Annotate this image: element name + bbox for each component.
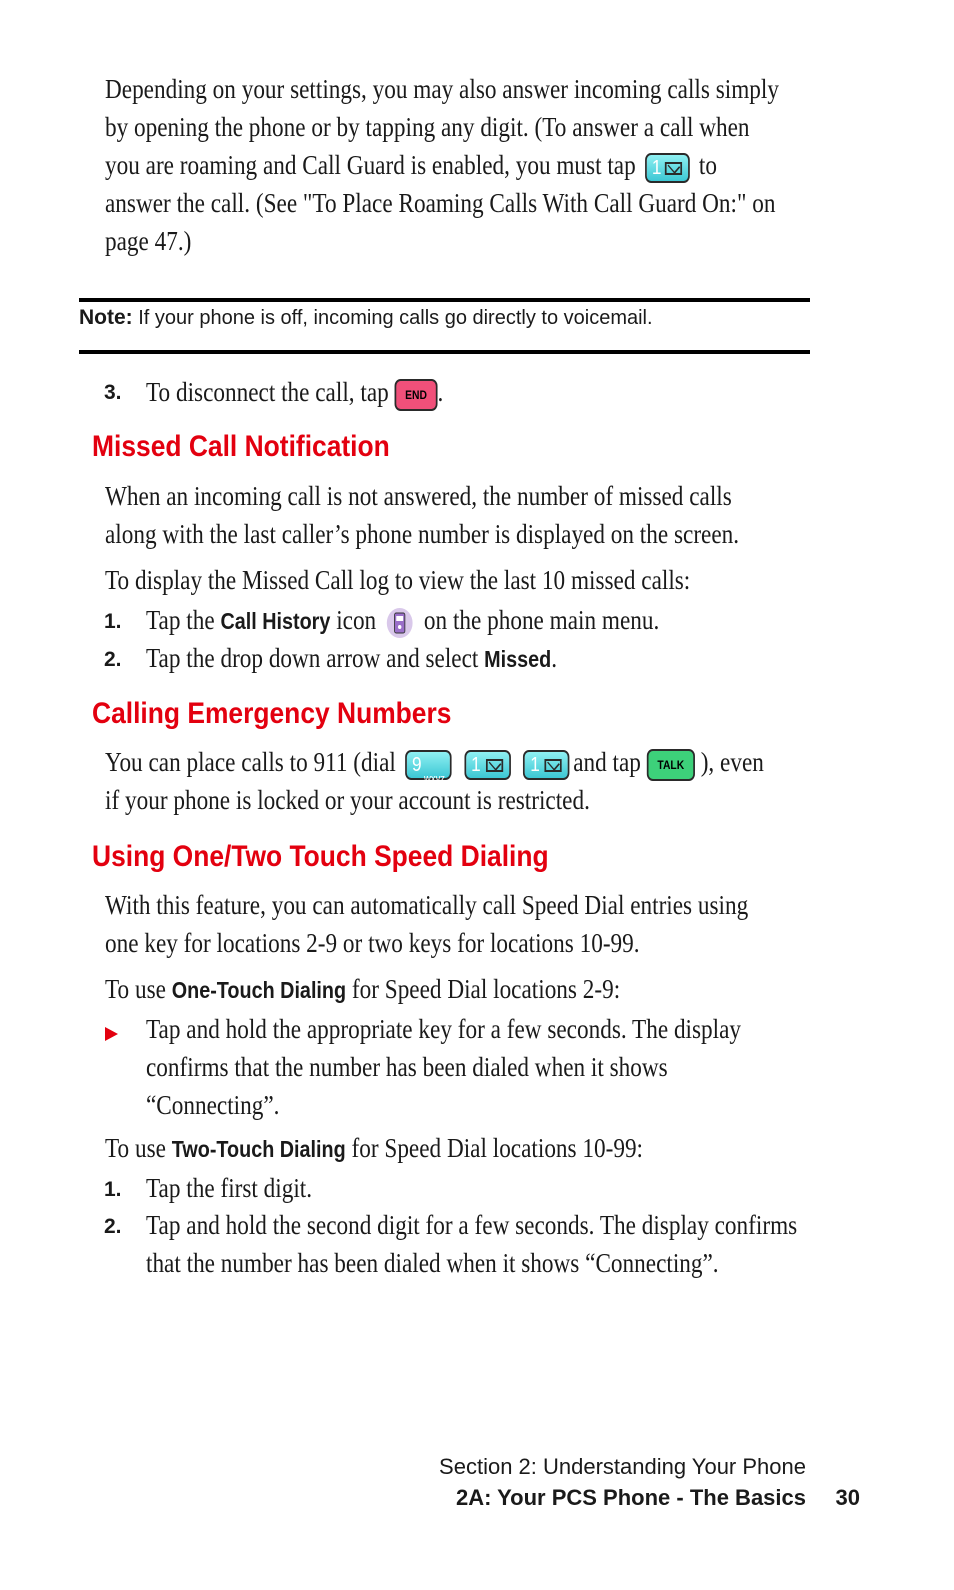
one-touch-bullet: Tap and hold the appropriate key for a few seconds. The display confirms that the number has been dialed when it shows “Connecting”. <box>146 1014 742 1120</box>
missed-step-2-number: 2. <box>104 648 122 671</box>
intro-line-2: by opening the phone or by tapping any digit. (To answer a call when <box>105 112 750 142</box>
note-bottom-rule <box>79 350 810 354</box>
missed-step-1-number: 1. <box>104 610 122 633</box>
heading-speed-dialing: Using One/Two Touch Speed Dialing <box>92 840 549 873</box>
two-touch-label: Two-Touch Dialing <box>171 1136 346 1162</box>
intro-line-5: page 47.) <box>105 226 192 256</box>
note-label: Note: <box>79 306 133 329</box>
page-number: 30 <box>835 1485 860 1510</box>
speed-step-1-number: 1. <box>104 1178 122 1201</box>
speed-step-2-number: 2. <box>104 1215 122 1238</box>
bullet-arrow-icon <box>104 1025 120 1048</box>
speed-step-2-text: Tap and hold the second digit for a few seconds. The display confirms that the number has been dialed when it shows “Connecting”. <box>146 1210 798 1278</box>
intro-line-4: answer the call. (See "To Place Roaming Calls With Call Guard On:" on <box>105 188 776 218</box>
one-touch-intro: To use One-Touch Dialing for Speed Dial locations 2-9: <box>105 974 621 1004</box>
intro-line-3: you are roaming and Call Guard is enabled, you must tap 1 to <box>105 146 779 184</box>
talk-key-icon: TALK <box>647 749 695 781</box>
one-touch-label: One-Touch Dialing <box>171 977 347 1003</box>
key-9-icon: 9 wxyz <box>405 750 451 780</box>
two-touch-intro: To use Two-Touch Dialing for Speed Dial locations 10-99: <box>105 1133 644 1163</box>
missed-label: Missed <box>484 646 552 672</box>
step-3-number: 3. <box>104 381 122 404</box>
footer-section: Section 2: Understanding Your Phone <box>439 1454 806 1479</box>
call-history-label: Call History <box>220 608 331 634</box>
key-1-icon: 1 <box>464 750 510 780</box>
key-1-icon: 1 <box>523 750 569 780</box>
end-key-icon: END <box>395 379 438 411</box>
speed-step-1-text: Tap the first digit. <box>146 1173 313 1203</box>
missed-paragraph: When an incoming call is not answered, the number of missed calls along with the last caller’s phone number is displayed on the screen. <box>105 481 740 549</box>
missed-intro-line: To display the Missed Call log to view the last 10 missed calls: <box>105 565 691 595</box>
missed-step-2-text: Tap the drop down arrow and select Missed. <box>146 643 558 673</box>
intro-line-1: Depending on your settings, you may also answer incoming calls simply <box>105 74 779 104</box>
heading-missed-call: Missed Call Notification <box>92 430 390 463</box>
step-3-text: To disconnect the call, tap END . <box>146 373 443 411</box>
emergency-paragraph: You can place calls to 911 (dial 9 wxyz 1 1 and tap TALK ), even if your phone is locked or your account is restricted. <box>105 747 764 815</box>
intro-paragraph <box>105 70 779 260</box>
heading-emergency: Calling Emergency Numbers <box>92 697 452 730</box>
call-history-icon <box>385 606 414 640</box>
speed-paragraph: With this feature, you can automatically call Speed Dial entries using one key for locations 2-9 or two keys for locations 10-99. <box>105 890 749 958</box>
missed-step-1-text: Tap the Call History icon on the phone main menu. <box>146 601 659 640</box>
key-1-icon: 1 <box>645 153 690 183</box>
note-text: If your phone is off, incoming calls go directly to voicemail. <box>138 307 653 329</box>
footer-chapter: 2A: Your PCS Phone - The Basics <box>455 1485 806 1510</box>
note <box>79 306 653 330</box>
note-top-rule <box>79 298 810 302</box>
